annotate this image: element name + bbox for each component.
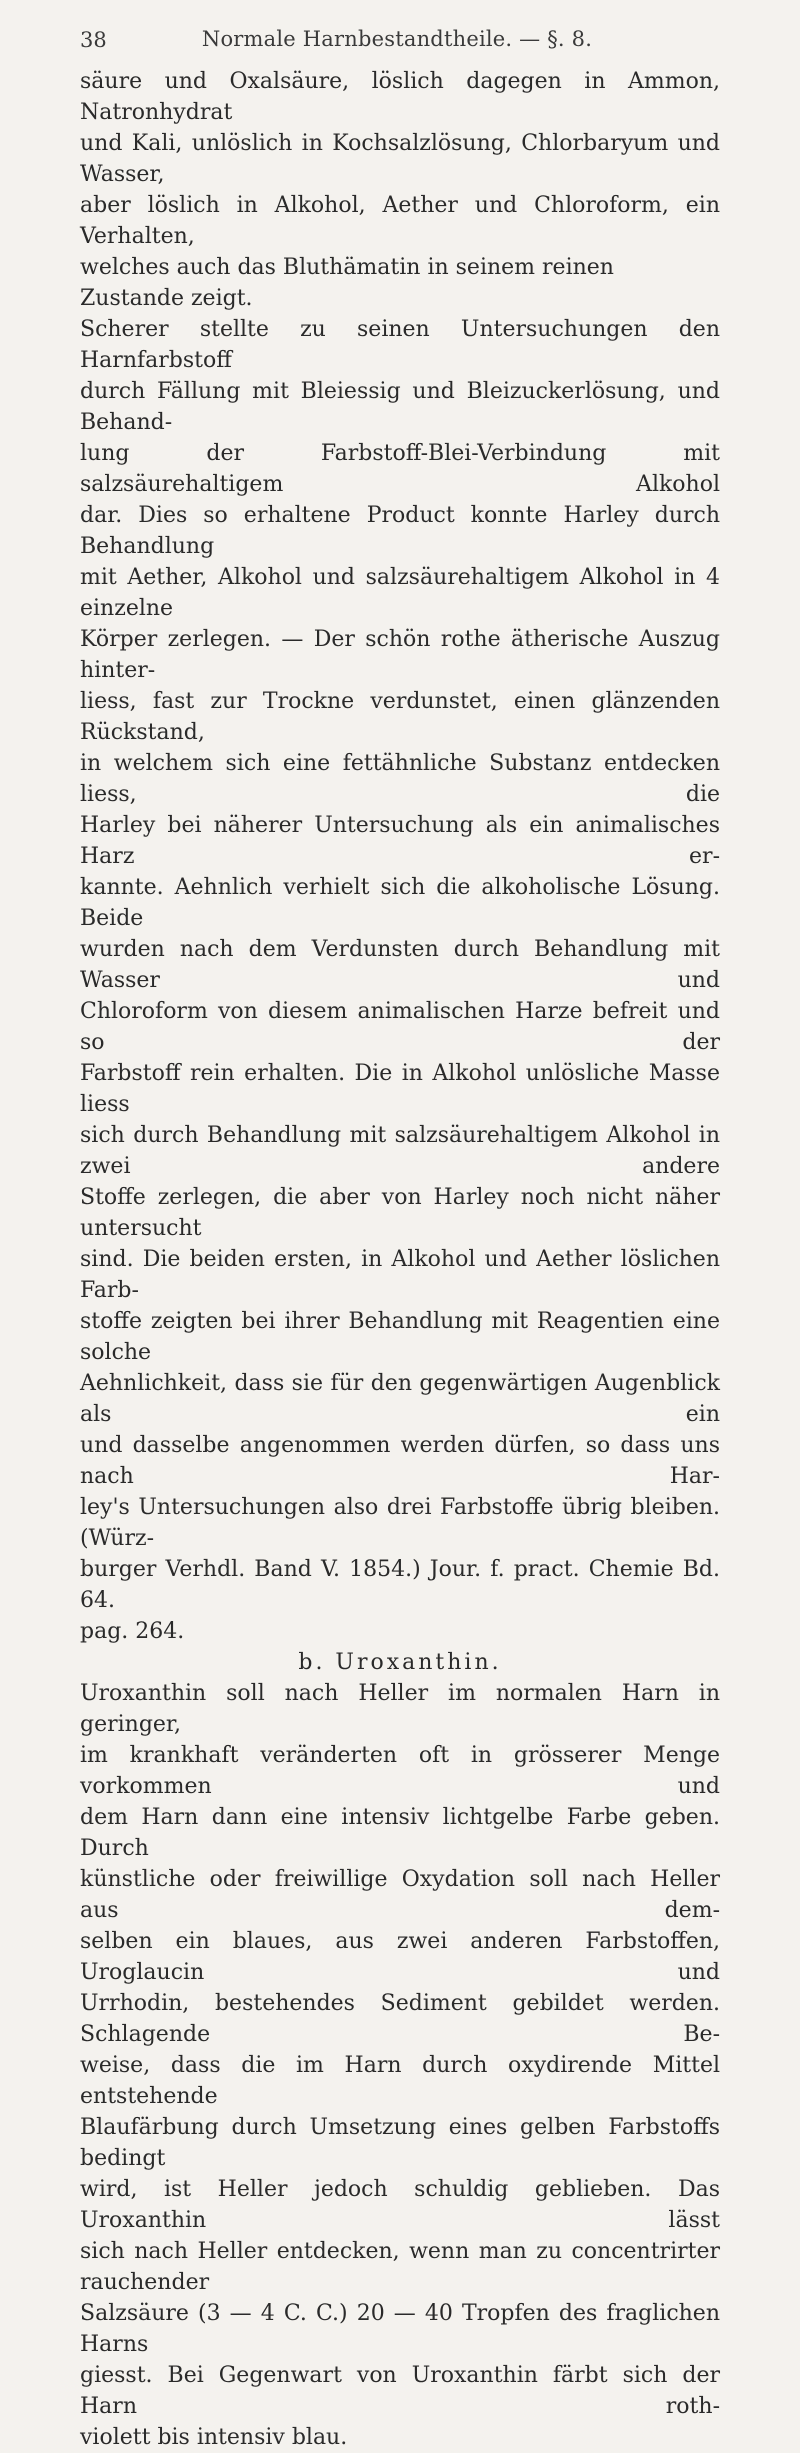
text-line: aber löslich in Alkohol, Aether und Chloroform, ein Verhalten, [80,193,720,249]
text-line: Urrhodin, bestehendes Sediment gebildet werden. Schlagende Be- [80,1991,720,2047]
text-line: Aehnlichkeit, dass sie für den gegenwärtigen Augenblick als ein [80,1371,720,1427]
section-heading: b. Uroxanthin. [298,1650,502,1675]
text-line: durch Fällung mit Bleiessig und Bleizuckerlösung, und Behand- [80,379,720,435]
text-line: lung der Farbstoff-Blei-Verbindung mit salzsäurehaltigem Alkohol [80,441,720,497]
text-line: Stoffe zerlegen, die aber von Harley noch nicht näher untersucht [80,1185,720,1241]
text-line: burger Verhdl. Band V. 1854.) Jour. f. pract. Chemie Bd. 64. [80,1557,720,1613]
text-line: pag. 264. [80,1619,185,1644]
text-line: sind. Die beiden ersten, in Alkohol und Aether löslichen Farb- [80,1247,720,1303]
text-line: Harley bei näherer Untersuchung als ein animalisches Harz er- [80,813,720,869]
text-line: liess, fast zur Trockne verdunstet, einen glänzenden Rückstand, [80,689,720,745]
text-line: Uroxanthin soll nach Heller im normalen Harn in geringer, [80,1681,720,1737]
text-line: wird, ist Heller jedoch schuldig geblieben. Das Uroxanthin lässt [80,2177,720,2233]
text-line: Blaufärbung durch Umsetzung eines gelben Farbstoffs bedingt [80,2115,720,2171]
text-line: dar. Dies so erhaltene Product konnte Harley durch Behandlung [80,503,720,559]
text-line: Körper zerlegen. — Der schön rothe ätherische Auszug hinter- [80,627,720,683]
text-line: und Kali, unlöslich in Kochsalzlösung, Chlorbaryum und Wasser, [80,131,720,187]
paragraph-2 [80,314,720,1647]
text-line: violett bis intensiv blau. [80,2425,348,2450]
text-line: ley's Untersuchungen also drei Farbstoffe übrig bleiben. (Würz- [80,1495,720,1551]
text-line: mit Aether, Alkohol und salzsäurehaltigem Alkohol in 4 einzelne [80,565,720,621]
text-line: Salzsäure (3 — 4 C. C.) 20 — 40 Tropfen des fraglichen Harns [80,2301,720,2357]
page-body [80,66,720,2453]
text-line: Scherer stellte zu seinen Untersuchungen den Harnfarbstoff [80,317,720,373]
text-line: giesst. Bei Gegenwart von Uroxanthin färbt sich der Harn roth- [80,2363,720,2419]
text-line: Chloroform von diesem animalischen Harze befreit und so der [80,999,720,1055]
text-line: stoffe zeigten bei ihrer Behandlung mit Reagentien eine solche [80,1309,720,1365]
page-header [80,22,714,56]
page-number: 38 [80,28,107,52]
text-line: welches auch das Bluthämatin in seinem reinen Zustande zeigt. [80,255,614,311]
text-line: Farbstoff rein erhalten. Die in Alkohol unlösliche Masse liess [80,1061,720,1117]
text-line: im krankhaft veränderten oft in grösserer Menge vorkommen und [80,1743,720,1799]
text-line: und dasselbe angenommen werden dürfen, so dass uns nach Har- [80,1433,720,1489]
text-line: sich durch Behandlung mit salzsäurehaltigem Alkohol in zwei andere [80,1123,720,1179]
text-line: in welchem sich eine fettähnliche Substanz entdecken liess, die [80,751,720,807]
text-line: dem Harn dann eine intensiv lichtgelbe Farbe geben. Durch [80,1805,720,1861]
text-line: säure und Oxalsäure, löslich dagegen in Ammon, Natronhydrat [80,69,720,125]
text-line: wurden nach dem Verdunsten durch Behandlung mit Wasser und [80,937,720,993]
text-line: kannte. Aehnlich verhielt sich die alkoholische Lösung. Beide [80,875,720,931]
paragraph-1 [80,66,720,314]
text-line: sich nach Heller entdecken, wenn man zu concentrirter rauchender [80,2239,720,2295]
text-line: weise, dass die im Harn durch oxydirende Mittel entstehende [80,2053,720,2109]
running-title: Normale Harnbestandtheile. — §. 8. [201,27,593,51]
paragraph-3 [80,1678,720,2453]
text-line: selben ein blaues, aus zwei anderen Farbstoffen, Uroglaucin und [80,1929,720,1985]
text-line: künstliche oder freiwillige Oxydation soll nach Heller aus dem- [80,1867,720,1923]
